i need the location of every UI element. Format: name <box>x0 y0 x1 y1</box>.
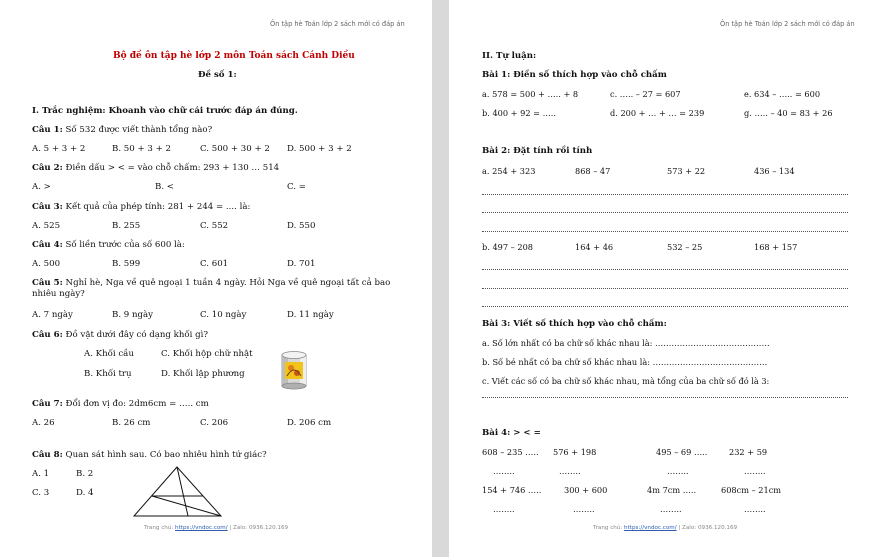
page-right <box>449 0 883 557</box>
option: D. 500 + 3 + 2 <box>287 144 352 154</box>
answer-line <box>482 288 848 289</box>
exercise-item: b. 497 – 208 <box>482 242 533 252</box>
question-1 <box>32 125 212 136</box>
compare-item: 495 – 69 ….. <box>656 447 708 457</box>
exercise-item: a. 578 = 500 + ….. + 8 <box>482 89 579 99</box>
question-label: Câu 2: <box>32 163 63 173</box>
option: C. 500 + 30 + 2 <box>200 144 270 154</box>
answer-line <box>482 397 848 398</box>
compare-item: 300 + 600 <box>564 485 608 495</box>
exercise-item: g. ….. – 40 = 83 + 26 <box>744 108 833 118</box>
compare-item: 232 + 59 <box>729 447 768 457</box>
blank: …….. <box>744 504 766 514</box>
exercise-item: 573 + 22 <box>667 166 706 176</box>
compare-item: 4m 7cm ….. <box>647 485 697 495</box>
exercise-item: 164 + 46 <box>575 242 614 252</box>
option: D. 550 <box>287 221 316 231</box>
page-footer: Trang chủ: https://vndoc.com/ | Zalo: 0936.120.169 <box>144 525 289 531</box>
document-title: Bộ đề ôn tập hè lớp 2 môn Toán sách Cánh Diều <box>113 51 355 61</box>
blank: …….. <box>493 466 515 476</box>
question-7 <box>32 399 209 410</box>
answer-line <box>482 194 848 195</box>
option: B. 2 <box>76 469 94 479</box>
option: C. Khối hộp chữ nhật <box>161 349 253 359</box>
blank: …….. <box>660 504 682 514</box>
option: B. < <box>155 182 174 192</box>
question-label: Câu 3: <box>32 202 63 212</box>
option: D. 701 <box>287 259 316 269</box>
section-essay: II. Tự luận: <box>482 51 537 61</box>
option: A. Khối cầu <box>84 349 134 359</box>
section-multiple-choice: I. Trắc nghiệm: Khoanh vào chữ cái trước đáp án đúng. <box>32 106 298 116</box>
question-label: Câu 1: <box>32 125 63 135</box>
option: D. 206 cm <box>287 418 332 428</box>
page-left <box>0 0 432 557</box>
exercise-item: b. 400 + 92 = ….. <box>482 108 557 118</box>
answer-line <box>482 212 848 213</box>
exercise-item: 436 – 134 <box>754 166 795 176</box>
exercise-item: c. ….. – 27 = 607 <box>610 89 681 99</box>
option: A. 26 <box>32 418 55 428</box>
exercise-item: d. 200 + … + … = 239 <box>610 108 705 118</box>
exercise-item: c. Viết các số có ba chữ số khác nhau, mà tổng của ba chữ số đó là 3: <box>482 376 770 386</box>
answer-line <box>482 306 848 307</box>
option: A. 7 ngày <box>32 310 73 320</box>
option: B. Khối trụ <box>84 369 132 379</box>
page-footer: Trang chủ: https://vndoc.com/ | Zalo: 0936.120.169 <box>593 525 738 531</box>
question-text: Số liền trước của số 600 là: <box>62 240 185 250</box>
can-image <box>279 350 309 390</box>
question-4 <box>32 240 185 251</box>
page-header: Ôn tập hè Toán lớp 2 sách mới có đáp án <box>720 20 855 28</box>
exercise-item: 532 – 25 <box>667 242 703 252</box>
question-text: Đổi đơn vị đo: 2dm6cm = ….. cm <box>62 399 209 409</box>
question-label: Câu 6: <box>32 330 63 340</box>
question-label: Câu 4: <box>32 240 63 250</box>
exercise-item: a. 254 + 323 <box>482 166 536 176</box>
compare-item: 608cm – 21cm <box>721 485 782 495</box>
option: C. 552 <box>200 221 229 231</box>
option: D. 4 <box>76 488 94 498</box>
option: D. 11 ngày <box>287 310 334 320</box>
question-5 <box>32 278 397 300</box>
exercise-item: a. Số lớn nhất có ba chữ số khác nhau là: …………………………………… <box>482 338 770 348</box>
answer-line <box>482 269 848 270</box>
question-text: Điền dấu > < = vào chỗ chấm: 293 + 130 … 514 <box>62 163 280 173</box>
question-2 <box>32 163 279 174</box>
compare-item: 608 – 235 ….. <box>482 447 539 457</box>
blank: …….. <box>744 466 766 476</box>
question-8 <box>32 450 267 461</box>
compare-item: 576 + 198 <box>553 447 597 457</box>
option: B. 255 <box>112 221 141 231</box>
exercise-2-title: Bài 2: Đặt tính rồi tính <box>482 146 593 156</box>
option: A. 1 <box>32 469 50 479</box>
option: B. 9 ngày <box>112 310 153 320</box>
question-text: Số 532 được viết thành tổng nào? <box>62 125 213 135</box>
option: C. 601 <box>200 259 229 269</box>
page-header: Ôn tập hè Toán lớp 2 sách mới có đáp án <box>270 20 405 28</box>
option: C. = <box>287 182 306 192</box>
question-text: Quan sát hình sau. Có bao nhiêu hình tứ giác? <box>62 450 267 460</box>
option: C. 3 <box>32 488 50 498</box>
option: D. Khối lập phương <box>161 369 245 379</box>
question-3 <box>32 202 250 213</box>
option: A. 525 <box>32 221 61 231</box>
answer-line <box>482 231 848 232</box>
option: B. 50 + 3 + 2 <box>112 144 171 154</box>
option: C. 10 ngày <box>200 310 247 320</box>
exercise-4-title: Bài 4: > < = <box>482 428 541 438</box>
exercise-item: e. 634 – ….. = 600 <box>744 89 821 99</box>
question-6 <box>32 330 208 341</box>
option: A. > <box>32 182 51 192</box>
question-text: Đồ vật dưới đây có dạng khối gì? <box>62 330 208 340</box>
blank: …….. <box>573 504 595 514</box>
exercise-item: 868 – 47 <box>575 166 611 176</box>
question-text: Nghỉ hè, Nga về quê ngoại 1 tuần 4 ngày. Hỏi Nga về quê ngoại tất cả bao nhiêu ngày? <box>32 278 391 299</box>
exercise-1-title: Bài 1: Điền số thích hợp vào chỗ chấm <box>482 70 667 80</box>
question-label: Câu 5: <box>32 278 63 288</box>
blank: …….. <box>559 466 581 476</box>
question-label: Câu 8: <box>32 450 63 460</box>
option: B. 26 cm <box>112 418 151 428</box>
triangle-figure <box>130 464 224 520</box>
option: C. 206 <box>200 418 229 428</box>
footer-link[interactable]: https://vndoc.com/ <box>175 525 228 531</box>
blank: …….. <box>667 466 689 476</box>
footer-link[interactable]: https://vndoc.com/ <box>624 525 677 531</box>
question-text: Kết quả của phép tính: 281 + 244 = .... là: <box>62 202 251 212</box>
exercise-item: 168 + 157 <box>754 242 798 252</box>
blank: …….. <box>493 504 515 514</box>
option: A. 500 <box>32 259 61 269</box>
exercise-3-title: Bài 3: Viết số thích hợp vào chỗ chấm: <box>482 319 667 329</box>
option: A. 5 + 3 + 2 <box>32 144 86 154</box>
option: B. 599 <box>112 259 141 269</box>
exercise-item: b. Số bé nhất có ba chữ số khác nhau là: …………………………………… <box>482 357 768 367</box>
document-subtitle: Đề số 1: <box>198 70 237 80</box>
compare-item: 154 + 746 ….. <box>482 485 542 495</box>
question-label: Câu 7: <box>32 399 63 409</box>
